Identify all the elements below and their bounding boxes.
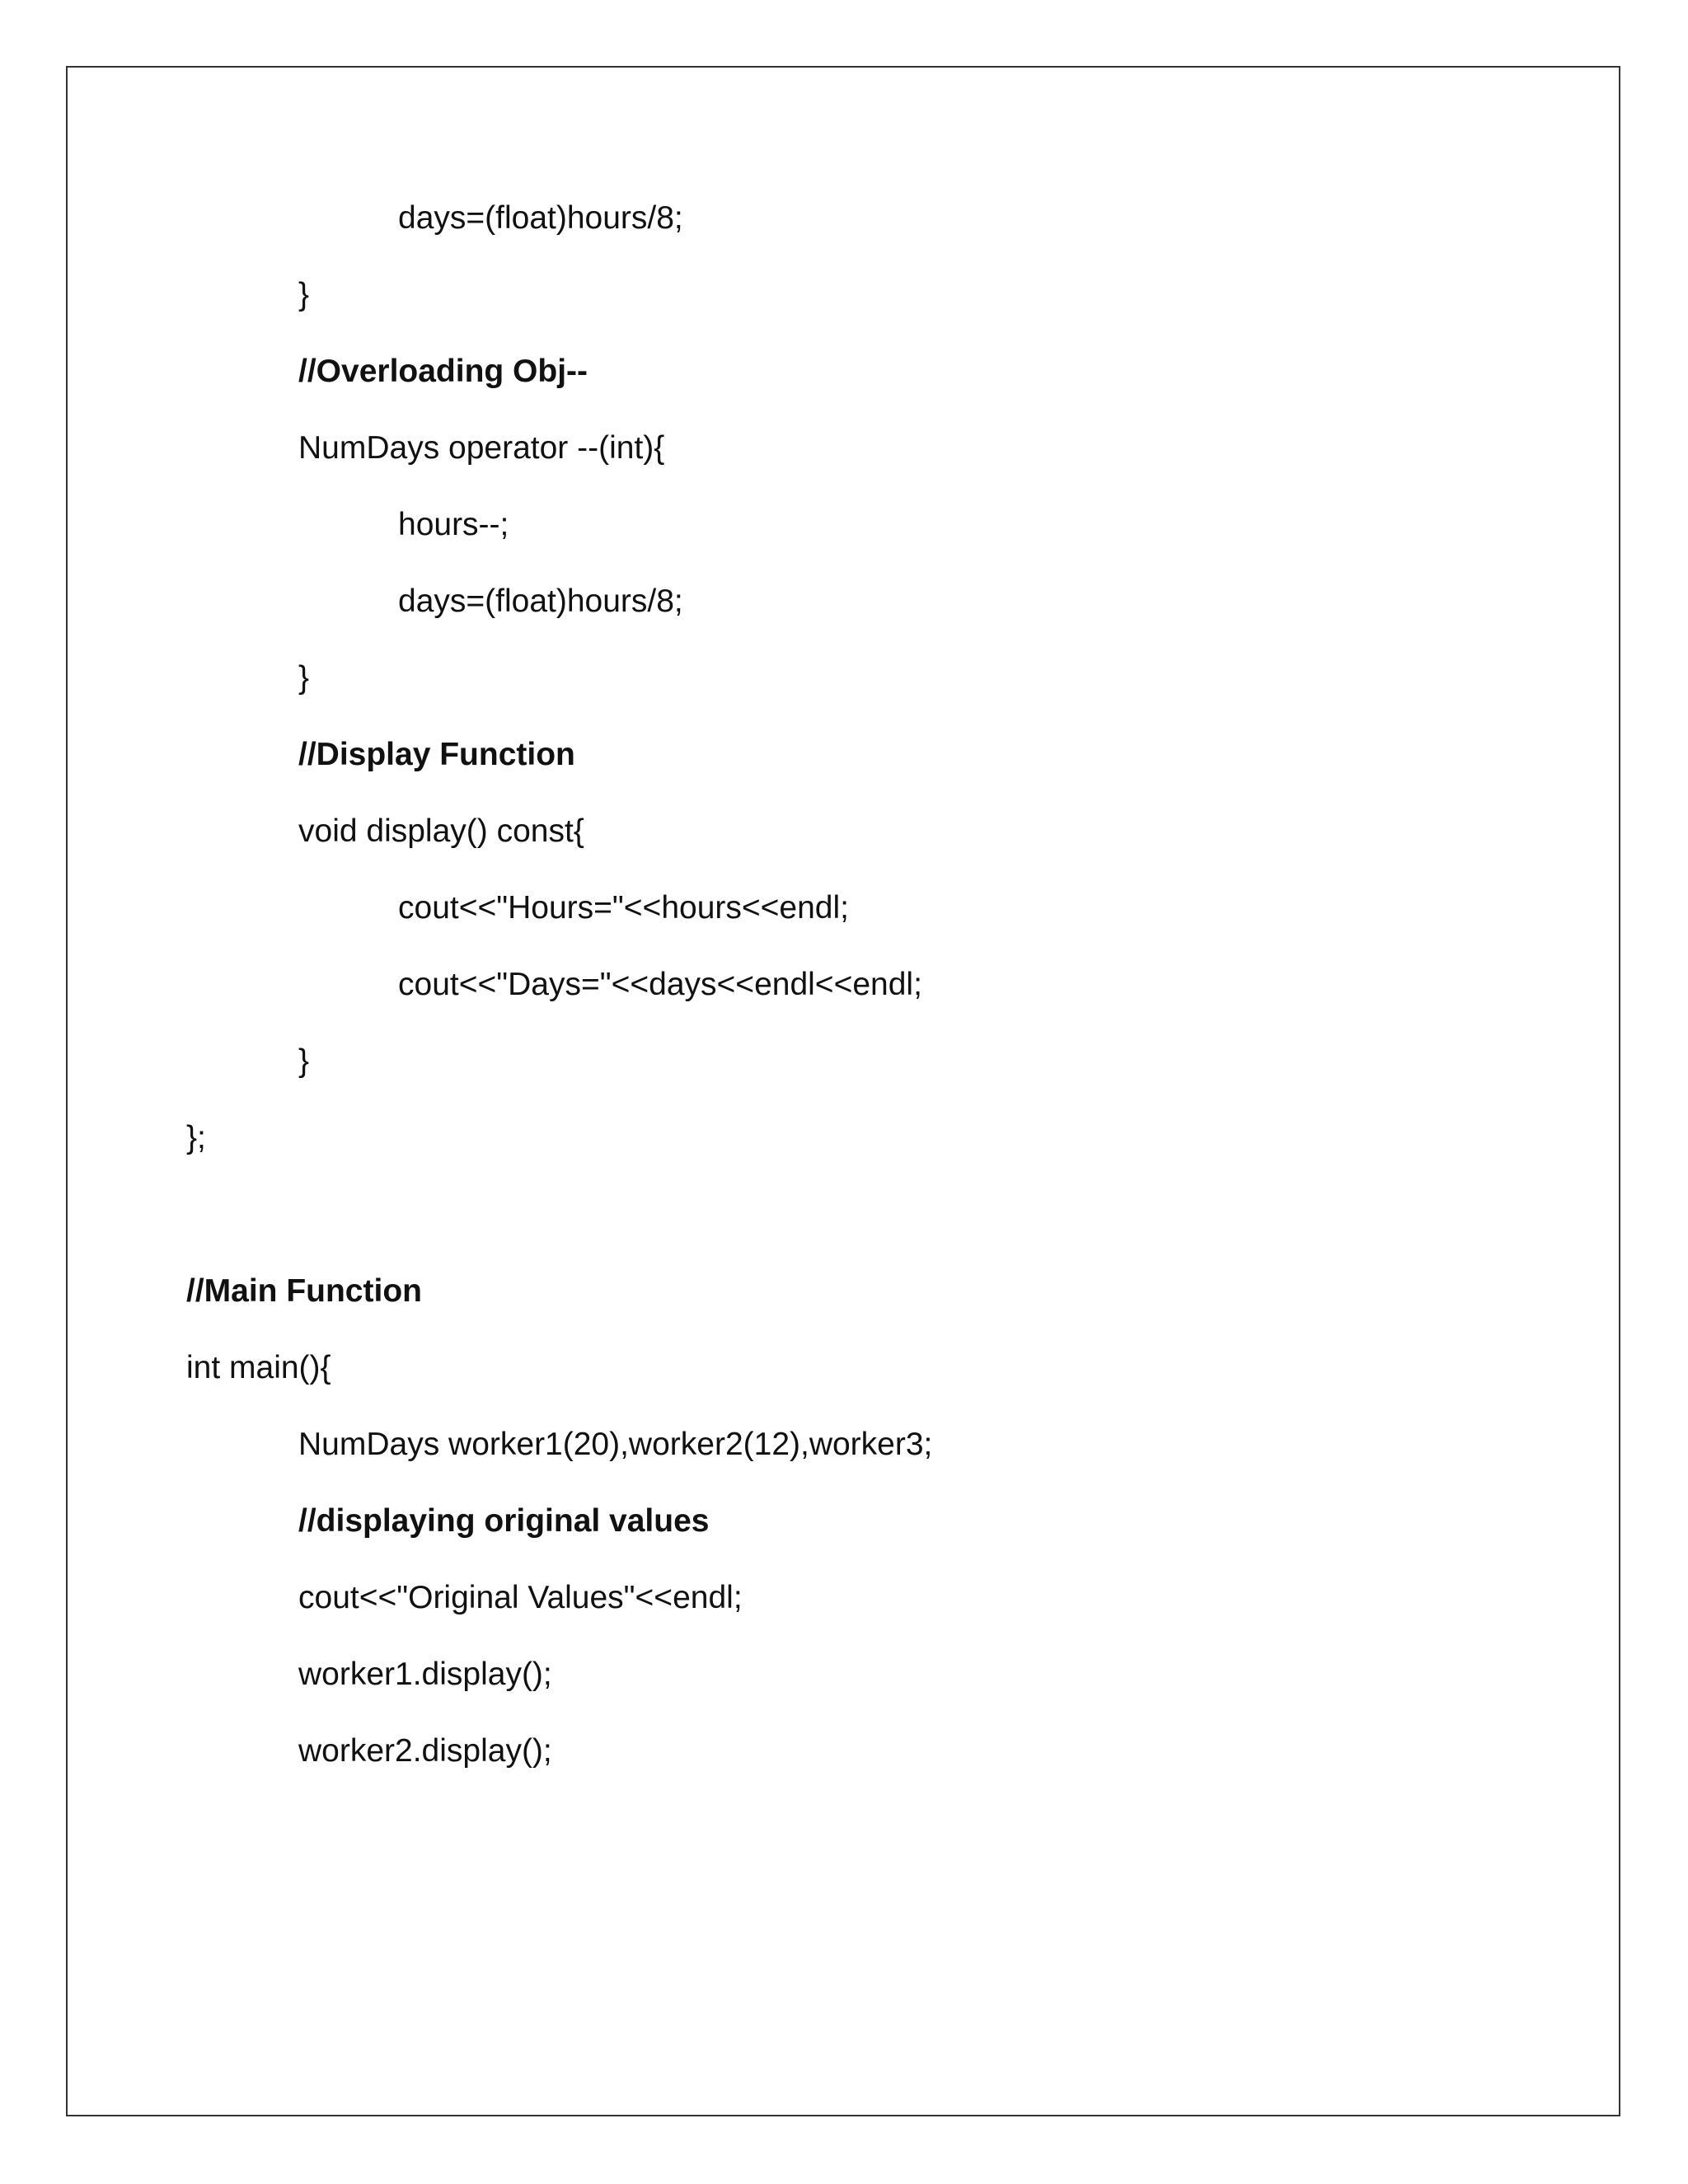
code-comment: //displaying original values — [298, 1503, 710, 1539]
code-line: hours--; — [398, 507, 509, 542]
code-line: worker1.display(); — [298, 1657, 552, 1692]
code-line: cout<<"Original Values"<<endl; — [298, 1580, 743, 1615]
code-line: cout<<"Days="<<days<<endl<<endl; — [398, 967, 922, 1002]
code-comment: //Overloading Obj-- — [298, 354, 588, 389]
code-line: } — [298, 660, 310, 696]
code-comment: //Display Function — [298, 737, 575, 772]
code-line: } — [298, 277, 310, 312]
code-line: NumDays operator --(int){ — [298, 430, 665, 466]
code-line: int main(){ — [186, 1350, 331, 1385]
code-line: void display() const{ — [298, 813, 584, 849]
code-comment: //Main Function — [186, 1273, 422, 1309]
code-line: cout<<"Hours="<<hours<<endl; — [398, 890, 849, 926]
code-line: } — [298, 1043, 310, 1079]
code-line: days=(float)hours/8; — [398, 583, 683, 619]
code-line: days=(float)hours/8; — [398, 200, 683, 236]
code-line: NumDays worker1(20),worker2(12),worker3; — [298, 1427, 933, 1462]
code-line: worker2.display(); — [298, 1733, 552, 1769]
code-line: }; — [186, 1120, 206, 1155]
